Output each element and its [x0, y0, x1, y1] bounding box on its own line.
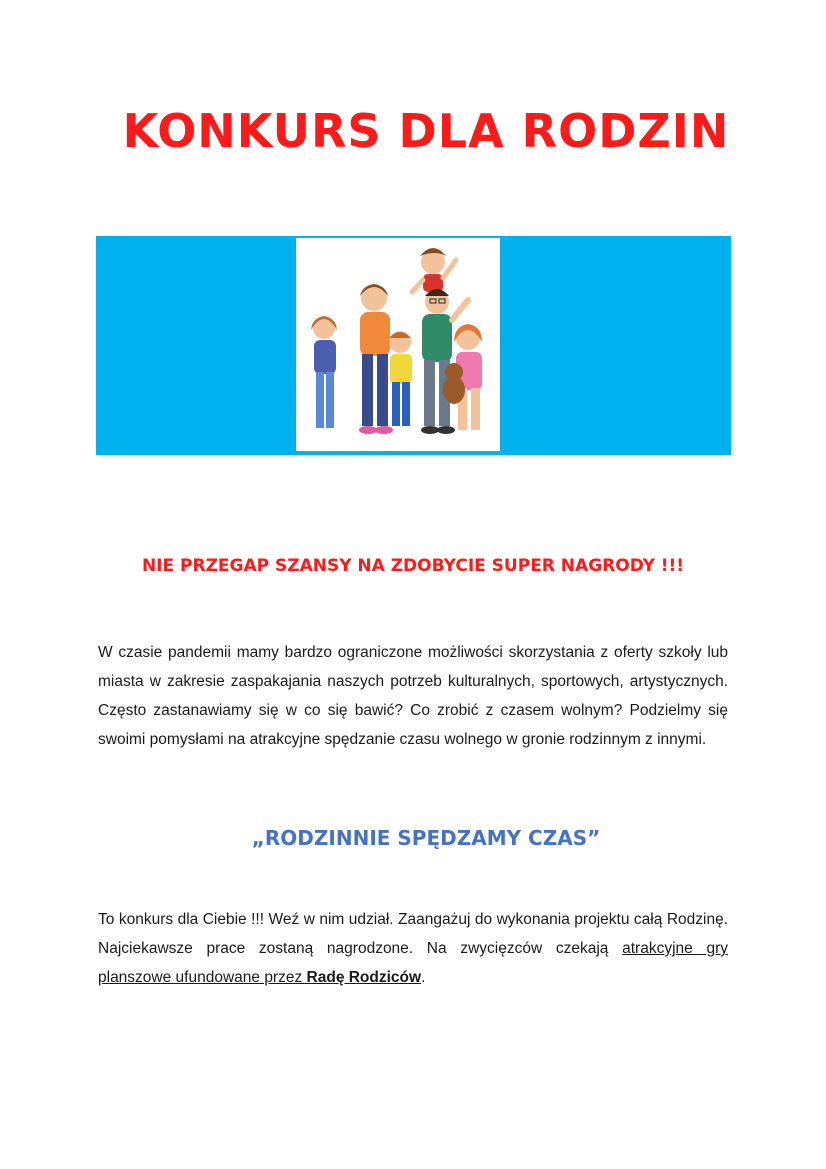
headline: NIE PRZEGAP SZANSY NA ZDOBYCIE SUPER NAGRODY !!!: [141, 556, 685, 576]
sponsor-name: Radę Rodziców: [306, 969, 422, 986]
page-title: KONKURS DLA RODZIN: [122, 104, 730, 158]
invite-text: To konkurs dla Ciebie !!! Weź w nim udział. Zaangażuj do wykonania projektu całą Rodzinę. Najciekawsze prace zostaną nagrodzone. Na zwycięzców czekają: [98, 911, 728, 957]
prize-label: atrakcyjne gry planszowe ufundowane przez: [98, 940, 728, 986]
intro-paragraph: W czasie pandemii mamy bardzo ograniczone możliwości skorzystania z oferty szkoły lub miasta w zakresie zaspakajania naszych potrzeb kulturalnych, sportowych, artystycznych. Często zastanawiamy się w co się bawić? Co zrobić z czasem wolnym? Podzielmy się swoimi pomysłami na atrakcyjne spędzanie czasu wolnego w gronie rodzinnym z innymi.: [98, 644, 728, 748]
project-title: „RODZINNIE SPĘDZAMY CZAS”: [251, 826, 601, 850]
family-icon: [296, 238, 500, 451]
family-illustration: [296, 238, 500, 451]
invite-end: .: [421, 969, 426, 986]
banner: [96, 236, 731, 455]
invite-paragraph: [98, 905, 728, 992]
